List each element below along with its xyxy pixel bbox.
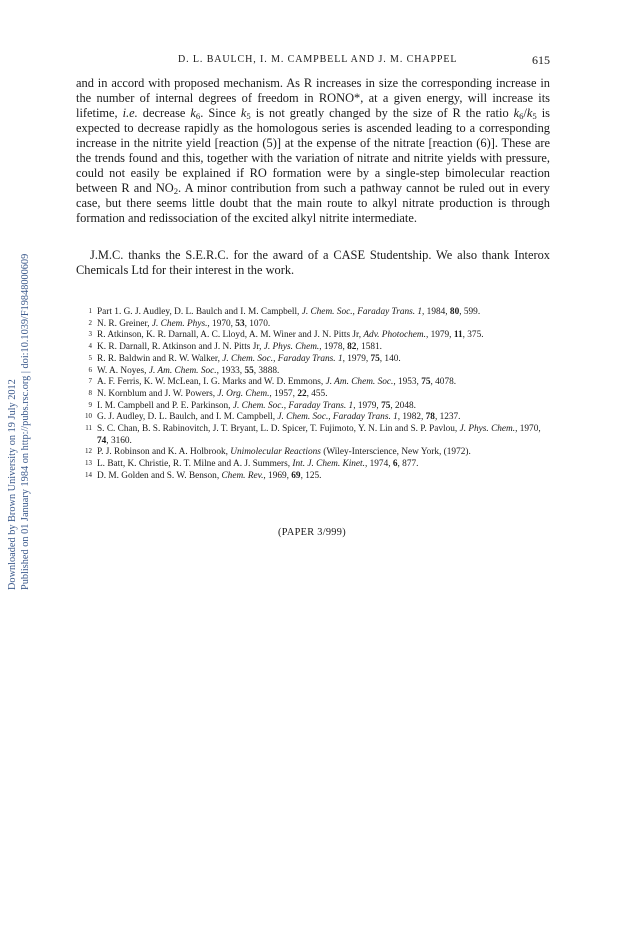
reference-number: 7: [88, 377, 92, 386]
reference-item: [80, 366, 550, 378]
reference-text: D. M. Golden and S. W. Benson, Chem. Rev., 1969, 69, 125.: [97, 470, 322, 481]
reference-item: [80, 307, 550, 319]
reference-number: 3: [88, 330, 92, 339]
reference-text: W. A. Noyes, J. Am. Chem. Soc., 1933, 55, 3888.: [97, 365, 280, 376]
reference-text: S. C. Chan, B. S. Rabinovitch, J. T. Bryant, L. D. Spicer, T. Fujimoto, Y. N. Lin and S. P. Pavlou, J. Phys. Chem., 1970, 74, 3160.: [97, 424, 541, 446]
reference-text: K. R. Darnall, R. Atkinson and J. N. Pitts Jr, J. Phys. Chem., 1978, 82, 1581.: [97, 342, 382, 353]
reference-item: [80, 459, 550, 471]
reference-item: [80, 319, 550, 331]
reference-number: 1: [88, 307, 92, 315]
reference-list: [80, 307, 550, 483]
reference-item: [80, 471, 550, 483]
reference-item: [80, 342, 550, 354]
reference-number: 5: [88, 353, 92, 362]
reference-text: N. R. Greiner, J. Chem. Phys., 1970, 53, 1070.: [97, 318, 271, 329]
reference-text: A. F. Ferris, K. W. McLean, I. G. Marks and W. D. Emmons, J. Am. Chem. Soc., 1953, 75, 4078.: [97, 377, 457, 388]
reference-text: L. Batt, K. Christie, R. T. Milne and A. J. Summers, Int. J. Chem. Kinet., 1974, 6, 877.: [97, 459, 419, 470]
paper-id: (PAPER 3/999): [278, 527, 346, 538]
reference-number: 8: [88, 388, 92, 397]
download-notice: Downloaded by Brown University on 19 July 2012: [7, 379, 18, 590]
publication-notice: Published on 01 January 1984 on http://pubs.rsc.org | doi:10.1039/F19848000609: [20, 253, 31, 590]
reference-text: I. M. Campbell and P. E. Parkinson, J. Chem. Soc., Faraday Trans. 1, 1979, 75, 2048.: [97, 400, 416, 411]
page-header: [76, 54, 550, 68]
reference-item: [80, 330, 550, 342]
reference-item: [80, 389, 550, 401]
reference-number: 13: [85, 459, 92, 468]
reference-item: [80, 377, 550, 389]
reference-text: P. J. Robinson and K. A. Holbrook, Unimolecular Reactions (Wiley-Interscience, New York, (1972).: [97, 447, 471, 458]
reference-item: [80, 424, 550, 447]
reference-number: 14: [85, 470, 92, 479]
reference-number: 11: [85, 424, 92, 433]
reference-text: G. J. Audley, D. L. Baulch, and I. M. Campbell, J. Chem. Soc., Faraday Trans. 1, 1982, 78, 1237.: [97, 412, 461, 423]
reference-item: [80, 401, 550, 413]
reference-text: R. Atkinson, K. R. Darnall, A. C. Lloyd, A. M. Winer and J. N. Pitts Jr, Adv. Photochem., 1979, 11, 375.: [97, 330, 484, 341]
reference-text: N. Kornblum and J. W. Powers, J. Org. Chem., 1957, 22, 455.: [97, 388, 328, 399]
reference-item: [80, 447, 550, 459]
reference-number: 12: [85, 447, 92, 456]
reference-number: 4: [88, 342, 92, 351]
reference-number: 2: [88, 318, 92, 327]
reference-text: Part 1. G. J. Audley, D. L. Baulch and I. M. Campbell, J. Chem. Soc., Faraday Trans. 1, 1984, 80, 599.: [97, 307, 481, 317]
reference-item: [80, 412, 550, 424]
running-head: D. L. BAULCH, I. M. CAMPBELL AND J. M. CHAPPEL: [178, 54, 458, 65]
body-paragraph: and in accord with proposed mechanism. As R increases in size the corresponding increase in the number of internal degrees of freedom in RONO*, at a given energy, will increase its lifetime, i.e. decrease $k_6$. Since $k_5$ is not greatly changed by the size of R the ratio $k_6/k_5$ is expected to decrease rapidly as the homologous series is ascended leading to a corresponding increase in the nitrite yield [reaction (5)] at the expense of the nitrate [reaction (6)]. These are the trends found and this, together with the variation of nitrate and nitrite yields with pressure, could not easily be explained if RO formation were by a single-step bimolecular reaction between R and $NO_2$. A minor contribution from such a pathway cannot be ruled out in every case, but there seems little doubt that the main route to alkyl nitrate production is through formation and redissociation of the excited alkyl nitrite intermediate.: [76, 76, 551, 225]
reference-item: [80, 354, 550, 366]
reference-text: R. R. Baldwin and R. W. Walker, J. Chem. Soc., Faraday Trans. 1, 1979, 75, 140.: [97, 353, 401, 364]
acknowledgement-paragraph: J.M.C. thanks the S.E.R.C. for the award of a CASE Studentship. We also thank Interox Chemicals Ltd for their interest in the work.: [76, 248, 550, 277]
reference-number: 10: [85, 412, 92, 421]
page-number: 615: [532, 53, 550, 67]
reference-number: 6: [88, 365, 92, 374]
reference-number: 9: [88, 400, 92, 409]
download-watermark: [2, 150, 32, 590]
